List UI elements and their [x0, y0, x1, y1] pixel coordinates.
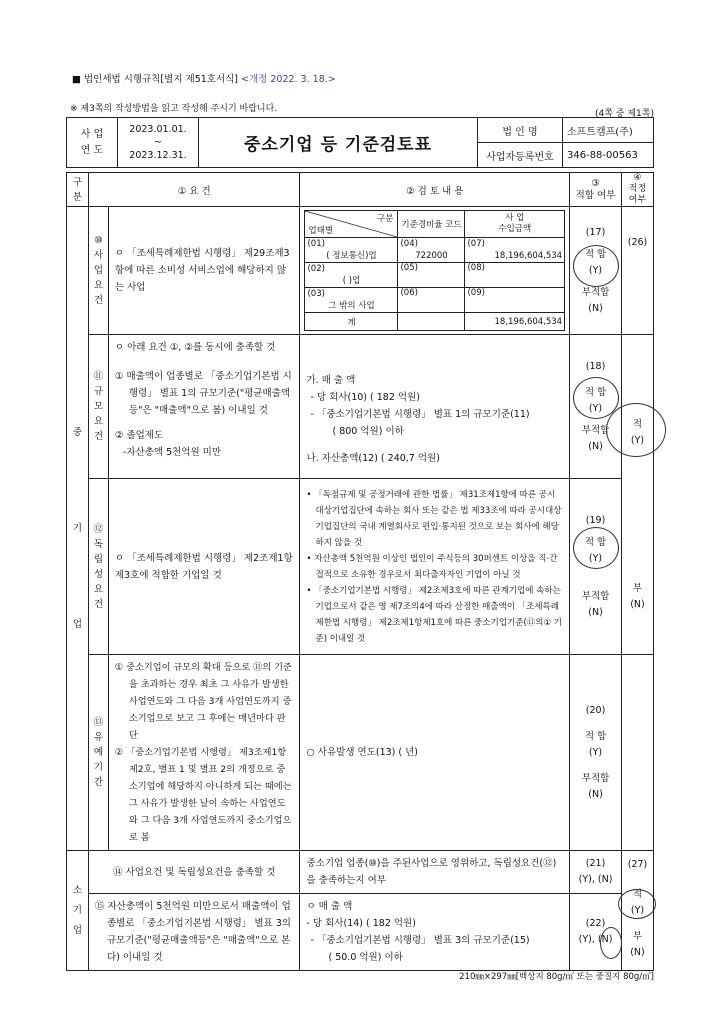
code-cell-06: (06) — [398, 288, 465, 313]
small-business-review: 중소기업 업종(⑩)을 주된사업으로 영위하고, 독립성요건(⑫)을 충족하는지 여부 — [300, 851, 570, 894]
type-cell-02: (02) ( )업 — [305, 263, 398, 288]
col-review: ② 검 토 내 용 — [300, 173, 570, 207]
small-fit4: (27) 적 (Y) 부 (N) — [621, 851, 653, 971]
small-asset-review: ㅇ 매 출 액 - 당 회사(14) ( 182 억원) - 「중소기업기본법 시행령」 별표 3의 규모기준(15) ( 50.0 억원) 이하 — [300, 894, 570, 971]
scale-requirement: ㅇ 아래 요건 ①, ②를 동시에 충족할 것 ① 매출액이 업종별로 「중소기업기본법 시행령」 별표 1의 규모기준("평균매출액등"은 "매출액"으로 봄) 이내일 것 ② 졸업제도 -자산총액 5천억원 미만 — [108, 335, 300, 479]
grace-fit: (20) 적 합 (Y) 부적합 (N) — [570, 655, 622, 851]
col-gubun: 구 분 — [67, 173, 89, 207]
review-table — [66, 172, 654, 971]
row-small-asset — [67, 894, 654, 971]
column-header-row — [67, 173, 654, 207]
instruction-note: ※ 제3쪽의 작성방법을 읽고 작성해 주시기 바랍니다. — [70, 104, 278, 114]
amount-cell-08: (08) — [465, 263, 565, 288]
row-scale-requirement — [67, 335, 654, 479]
business-fit4: (26) — [621, 207, 653, 335]
amount-cell-09: (09) — [465, 288, 565, 313]
bizno-value: 346-88-00563 — [563, 143, 654, 168]
type-cell-01: (01) ( 정보통신)업 — [305, 238, 398, 263]
bizno-label: 사업자등록번호 — [478, 143, 563, 168]
grace-fit4 — [621, 655, 653, 851]
fit-circle-mark — [600, 927, 622, 959]
row-independence-requirement — [67, 479, 654, 655]
row-grace-period — [67, 655, 654, 851]
form-title: 중소기업 등 기준검토표 — [199, 118, 478, 168]
grace-review: ○ 사유발생 연도(13) ( 년) — [300, 655, 570, 851]
total-value: 18,196,604,534 — [465, 313, 565, 331]
grace-label: ⑬ 유 예 기 간 — [88, 655, 108, 851]
revision-date: <개정 2022. 3. 18.> — [241, 74, 336, 85]
col-fit4: ④ 적정 여부 — [621, 173, 653, 207]
row-small-business — [67, 851, 654, 894]
row-business-requirement — [67, 207, 654, 335]
year-label: 사 업 연 도 — [67, 118, 118, 168]
business-review — [300, 207, 570, 335]
business-label: ⑩ 사 업 요 건 — [88, 207, 108, 335]
type-cell-03: (03) 그 밖의 사업 — [305, 288, 398, 313]
business-requirement: ㅇ 「조세특례제한법 시행령」 제29조제3항에 따른 소비성 서비스업에 해당하지 않는 사업 — [108, 207, 300, 335]
code-cell-05: (05) — [398, 263, 465, 288]
header-table — [66, 117, 654, 168]
form-law-reference: ■ 법인세법 시행규칙[별지 제51호서식] — [72, 74, 239, 85]
paper-spec: 210㎜×297㎜[백상지 80g/㎡ 또는 중질지 80g/㎡] — [459, 972, 654, 982]
total-code — [398, 313, 465, 331]
year-start: 2023.01.01. — [129, 124, 187, 135]
type-corner: 구분 업태별 — [305, 211, 398, 238]
independence-fit: (19) 적 합 (Y) 부적합 (N) — [570, 479, 622, 655]
independence-requirement: ㅇ 「조세특례제한법 시행령」 제2조제1항제3호에 적합한 기업일 것 — [108, 479, 300, 655]
section-sme: 중 기 업 — [67, 207, 89, 851]
page-number: (4쪽 중 제1쪽) — [595, 109, 654, 119]
scale-fit: (18) 적 합 (Y) 부적합 (N) — [570, 335, 622, 479]
total-label: 계 — [305, 313, 398, 331]
business-year: 2023.01.01. ~ 2023.12.31. — [118, 118, 199, 168]
business-type-table — [304, 210, 565, 331]
sme-fit4: 적 (Y) 부 (N) — [621, 335, 653, 655]
business-fit: (17) 적 합 (Y) 부적합 (N) — [570, 207, 622, 335]
independence-review: • 「독점규제 및 공정거래에 관한 법률」 제31조제1항에 따른 공시대상기업집단에 속하는 회사 또는 같은 법 제33조에 따라 공시대상기업집단의 국내 계열회사로 편입·통지된 것으로 보는 회사에 해당하지 않을 것 • 자산총액 5천억원 이상인 법인이 주식등의 30퍼센트 이상을 직·간접적으로 소유한 경우로서 최다출자자인 기업이 아닐 것 • 「중소기업기본법 시행령」 제2조제3호에 따른 관계기업에 속하는 기업으로서 같은 영 제7조의4에 따라 산정한 매출액이 「조세특례제한법 시행령」 제2조제1항제1호에 따른 중소기업기준(⑪의① 기준) 이내일 것 — [300, 479, 570, 655]
col-fit3: ③ 적합 여부 — [570, 173, 622, 207]
corp-name-value: 소프트캠프(주) — [563, 118, 654, 143]
small-business-requirement: ⑭ 사업요건 및 독립성요건을 충족할 것 — [88, 851, 300, 894]
form-reference — [72, 71, 336, 85]
small-asset-fit: (22) (Y), (N) — [570, 894, 622, 971]
grace-requirement: ① 중소기업이 규모의 확대 등으로 ⑪의 기준을 초과하는 경우 최초 그 사유가 발생한 사업연도와 그 다음 3개 사업연도까지 중소기업으로 보고 그 후에는 매년마다 판단 ② 「중소기업기본법 시행령」 제3조제1항제2호, 별표 1 및 별표 2의 개정으로 중소기업에 해당하지 아니하게 되는 때에는 그 사유가 발생한 날이 속하는 사업연도와 그 다음 3개 사업연도까지 중소기업으로 봄 — [108, 655, 300, 851]
col-requirement: ① 요 건 — [88, 173, 300, 207]
small-asset-requirement: ⑮ 자산총액이 5천억원 미만으로서 매출액이 업종별로 「중소기업기본법 시행령」 별표 3의 규모기준("평균매출액등"은 "매출액"으로 본다) 이내일 것 — [88, 894, 300, 971]
fit-circle-mark — [573, 527, 619, 569]
year-end: 2023.12.31. — [129, 150, 187, 161]
scale-label: ⑪ 규 모 요 건 — [88, 335, 108, 479]
independence-label: ⑫ 독 립 성 요 건 — [88, 479, 108, 655]
section-small: 소 기 업 — [67, 851, 89, 971]
code-header: 기준경비율 코드 — [398, 211, 465, 238]
small-business-fit: (21) (Y), (N) — [570, 851, 622, 894]
amount-cell-07: (07) 18,196,604,534 — [465, 238, 565, 263]
amount-header: 사 업 수입금액 — [465, 211, 565, 238]
scale-review: 가. 매 출 액 - 당 회사(10) ( 182 억원) - 「중소기업기본법 시행령」 별표 1의 규모기준(11) ( 800 억원) 이하 나. 자산총액(12) ( 240,7 억원) — [300, 335, 570, 479]
code-cell-04: (04) 722000 — [398, 238, 465, 263]
corp-name-label: 법 인 명 — [478, 118, 563, 143]
fit-circle-mark — [573, 245, 619, 287]
